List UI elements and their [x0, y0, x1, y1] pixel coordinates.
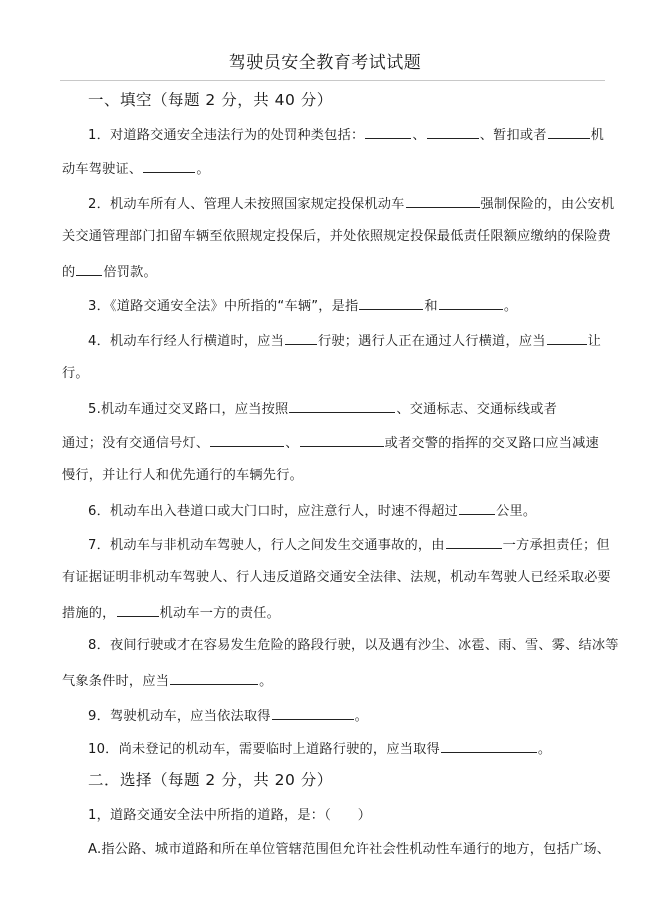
answer-blank[interactable]	[406, 193, 480, 208]
question-7-line-2: 有证据证明非机动车驾驶人、行人违反道路交通安全法律、法规，机动车驾驶人已经采取必要	[62, 570, 611, 585]
question-1-line-2: 动车驾驶证、 。	[62, 158, 608, 180]
answer-blank[interactable]	[143, 158, 195, 173]
question-9: 9．驾驶机动车，应当依法取得 。	[88, 705, 608, 727]
question-6: 6．机动车出入巷道口或大门口时，应注意行人，时速不得超过 公里。	[88, 500, 608, 522]
question-10: 10．尚未登记的机动车，需要临时上道路行驶的，应当取得 。	[88, 738, 608, 760]
answer-blank[interactable]	[272, 705, 354, 720]
section-heading-multiple-choice: 二．选择（每题 2 分，共 20 分）	[88, 771, 333, 789]
title-divider	[60, 80, 605, 81]
answer-blank[interactable]	[459, 500, 495, 515]
question-7-line-1: 7．机动车与非机动车驾驶人，行人之间发生交通事故的，由 一方承担责任；但	[88, 534, 608, 556]
answer-blank[interactable]	[359, 295, 423, 310]
answer-blank[interactable]	[365, 124, 411, 139]
question-8-line-1: 8．夜间行驶或才在容易发生危险的路段行驶，以及遇有沙尘、冰雹、雨、雪、雾、结冰等	[88, 638, 619, 653]
question-5-line-3: 慢行，并让行人和优先通行的车辆先行。	[62, 468, 303, 483]
answer-blank[interactable]	[446, 534, 502, 549]
answer-blank[interactable]	[547, 330, 587, 345]
answer-blank[interactable]	[76, 261, 102, 276]
question-2-line-1: 2．机动车所有人、管理人未按照国家规定投保机动车 强制保险的，由公安机	[88, 193, 608, 215]
question-4-line-1: 4．机动车行经人行横道时，应当 行驶；遇行人正在通过人行横道，应当 让	[88, 330, 608, 352]
answer-blank[interactable]	[117, 602, 159, 617]
question-7-line-3: 措施的， 机动车一方的责任。	[62, 602, 608, 624]
page-title: 驾驶员安全教育考试试题	[228, 53, 422, 73]
section-heading-fill-in: 一、填空（每题 2 分，共 40 分）	[88, 91, 333, 109]
answer-blank[interactable]	[285, 330, 317, 345]
question-3: 3．《道路交通安全法》中所指的“车辆”，是指 和 。	[88, 295, 608, 317]
answer-blank[interactable]	[210, 432, 284, 447]
answer-blank[interactable]	[427, 124, 479, 139]
answer-blank[interactable]	[170, 670, 258, 685]
question-5-line-2: 通过；没有交通信号灯、 、 或者交警的指挥的交叉路口应当减速	[62, 432, 608, 454]
choice-question-1-option-a[interactable]: A.指公路、城市道路和所在单位管辖范围但允许社会性机动性车通行的地方，包括广场、	[88, 842, 611, 857]
question-4-line-2: 行。	[62, 366, 89, 381]
answer-blank[interactable]	[441, 738, 537, 753]
question-2-line-3: 的 倍罚款。	[62, 261, 608, 283]
choice-question-1: 1，道路交通安全法中所指的道路，是：（ ）	[88, 808, 372, 823]
answer-blank[interactable]	[439, 295, 503, 310]
answer-blank[interactable]	[548, 124, 590, 139]
question-1-line-1: 1．对道路交通安全违法行为的处罚种类包括： 、 、暂扣或者 机	[88, 124, 608, 146]
question-2-line-2: 关交通管理部门扣留车辆至依照规定投保后，并处依照规定投保最低责任限额应缴纳的保险费	[62, 229, 611, 244]
question-5-line-1: 5.机动车通过交叉路口，应当按照 、交通标志、交通标线或者	[88, 398, 608, 420]
question-8-line-2: 气象条件时，应当 。	[62, 670, 608, 692]
answer-blank[interactable]	[300, 432, 384, 447]
answer-blank[interactable]	[289, 398, 395, 413]
